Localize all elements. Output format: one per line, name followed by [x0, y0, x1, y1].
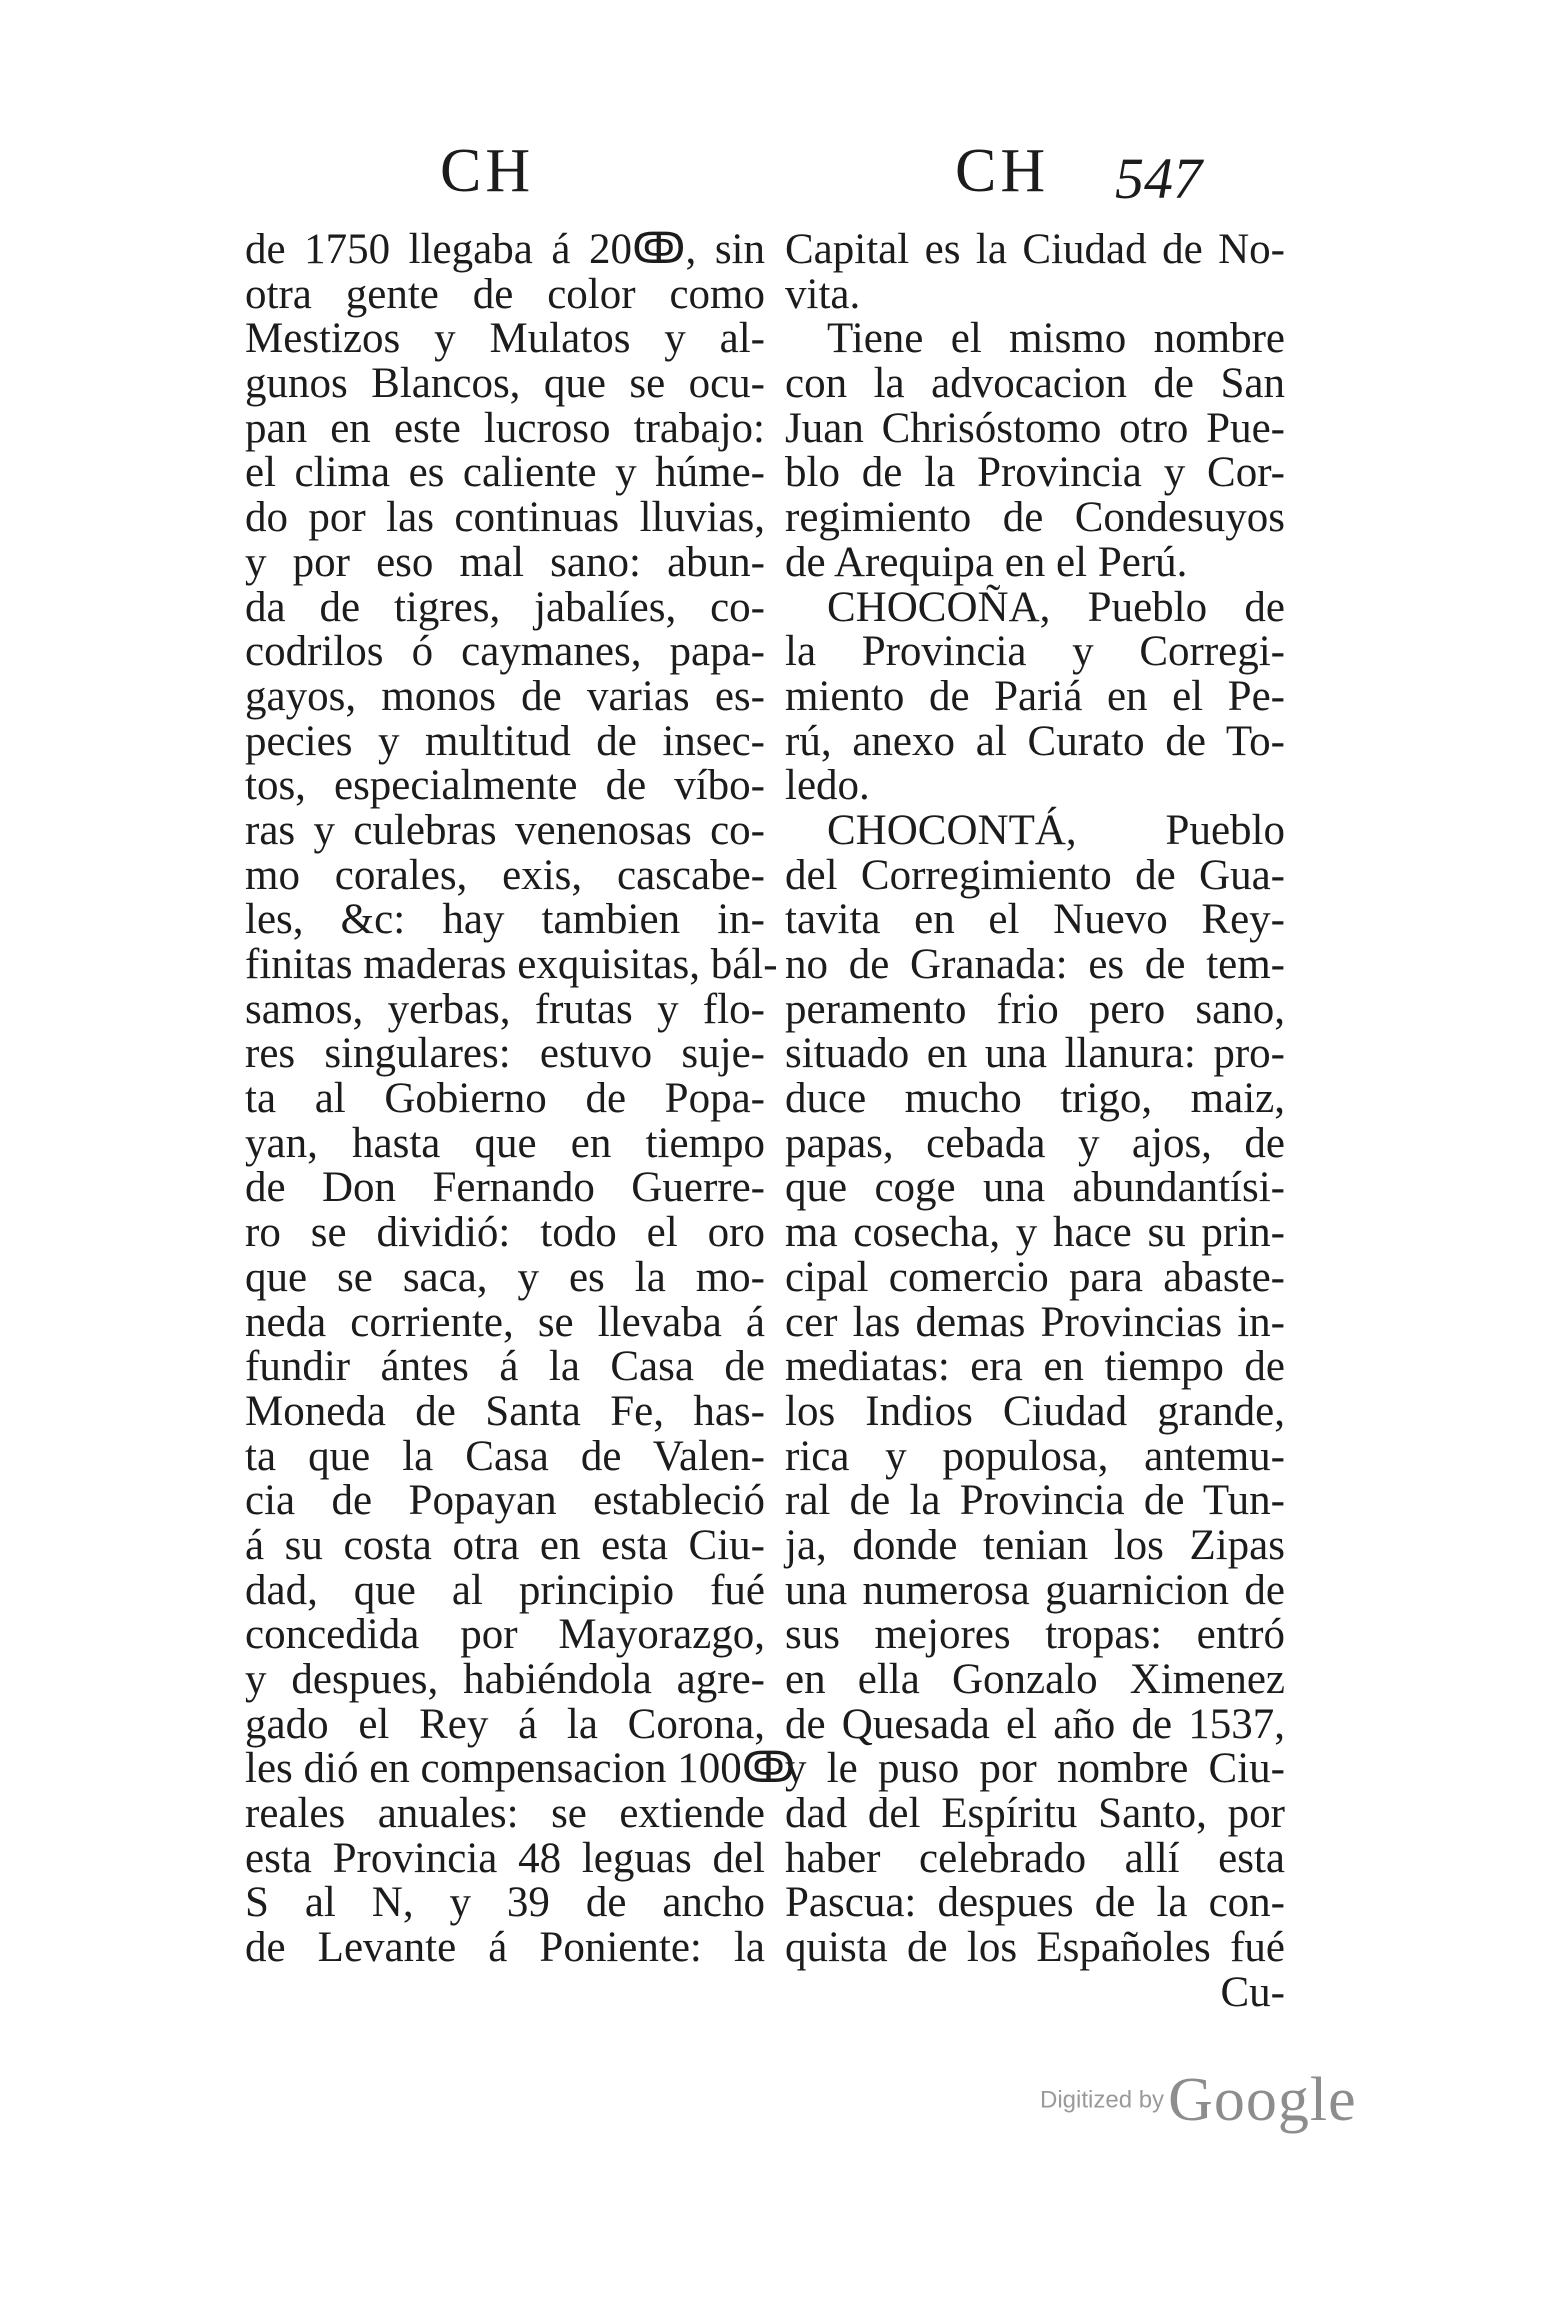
- text-line: á su costa otra en esta Ciu-: [245, 1521, 765, 1569]
- text-line: y le puso por nombre Ciu-: [785, 1745, 1285, 1793]
- text-line: rú, anexo al Curato de To-: [785, 717, 1285, 765]
- text-line: ro se dividió: todo el oro: [245, 1209, 765, 1257]
- text-line: de Don Fernando Guerre-: [245, 1164, 765, 1212]
- text-line: les, &c: hay tambien in-: [245, 896, 765, 944]
- text-line: concedida por Mayorazgo,: [245, 1611, 765, 1659]
- text-line: quista de los Españoles fué: [785, 1924, 1285, 1972]
- text-line: una numerosa guarnicion de: [785, 1566, 1285, 1614]
- text-line: reales anuales: se extiende: [245, 1790, 765, 1838]
- text-line: da de tigres, jabalíes, co-: [245, 583, 765, 631]
- text-line: sus mejores tropas: entró: [785, 1611, 1285, 1659]
- text-line: ledo.: [785, 762, 870, 810]
- text-line: no de Granada: es de tem-: [785, 941, 1285, 988]
- text-line: res singulares: estuvo suje-: [245, 1030, 765, 1078]
- text-line: que se saca, y es la mo-: [245, 1253, 765, 1301]
- text-line: papas, cebada y ajos, de: [785, 1119, 1285, 1167]
- text-line: pecies y multitud de insec-: [245, 717, 765, 765]
- text-line: mo corales, exis, cascabe-: [245, 851, 765, 899]
- text-line: peramento frio pero sano,: [785, 985, 1285, 1033]
- text-line: samos, yerbas, frutas y flo-: [245, 985, 765, 1033]
- text-line: regimiento de Condesuyos: [785, 494, 1285, 542]
- text-line: Capital es la Ciudad de No-: [785, 226, 1285, 273]
- text-line: la Provincia y Corregi-: [785, 628, 1285, 676]
- text-line: S al N, y 39 de ancho: [245, 1879, 765, 1927]
- text-line: vita.: [785, 270, 861, 318]
- text-line: Mestizos y Mulatos y al-: [245, 315, 765, 363]
- text-line: duce mucho trigo, maiz,: [785, 1075, 1285, 1123]
- text-line: Pascua: despues de la con-: [785, 1879, 1285, 1927]
- text-line: mediatas: era en tiempo de: [785, 1343, 1285, 1391]
- running-header-left: CH: [440, 137, 535, 205]
- text-line: de Levante á Poniente: la: [245, 1924, 765, 1972]
- text-line: dad del Espíritu Santo, por: [785, 1790, 1285, 1838]
- text-line: dad, que al principio fué: [245, 1566, 765, 1614]
- text-line: ral de la Provincia de Tun-: [785, 1477, 1285, 1525]
- text-line: y despues, habiéndola agre-: [245, 1656, 765, 1703]
- text-line: el clima es caliente y húme-: [245, 449, 765, 497]
- text-line: gunos Blancos, que se ocu-: [245, 360, 765, 408]
- text-line: en ella Gonzalo Ximenez: [785, 1656, 1285, 1703]
- text-line: Moneda de Santa Fe, has-: [245, 1387, 765, 1435]
- text-line: CHOCOÑA, Pueblo de: [827, 583, 1285, 631]
- google-logo: Google: [1168, 2066, 1357, 2134]
- text-line: otra gente de color como: [245, 270, 765, 318]
- text-line: gado el Rey á la Corona,: [245, 1700, 765, 1748]
- text-line: ta al Gobierno de Popa-: [245, 1075, 765, 1123]
- digitized-watermark: [1040, 2065, 1357, 2136]
- text-line: gayos, monos de varias es-: [245, 672, 765, 720]
- catchword: Cu-: [1220, 1968, 1285, 2016]
- text-line: cer las demas Provincias in-: [785, 1298, 1285, 1346]
- text-line: pan en este lucroso trabajo:: [245, 404, 765, 452]
- text-line: codrilos ó caymanes, papa-: [245, 628, 765, 676]
- text-line: de Quesada el año de 1537,: [785, 1700, 1285, 1748]
- text-line: miento de Pariá en el Pe-: [785, 672, 1285, 720]
- text-line: CHOCONTÁ, Pueblo: [827, 806, 1285, 854]
- text-line: les dió en compensacion 100ↂ: [245, 1745, 796, 1793]
- text-line: de Arequipa en el Perú.: [785, 538, 1188, 586]
- text-line: cipal comercio para abaste-: [785, 1253, 1285, 1301]
- text-line: tavita en el Nuevo Rey-: [785, 896, 1285, 944]
- text-line: con la advocacion de San: [785, 360, 1285, 408]
- text-line: finitas maderas exquisitas, bál-: [245, 941, 778, 988]
- text-line: ja, donde tenian los Zipas: [785, 1521, 1285, 1569]
- text-line: tos, especialmente de víbo-: [245, 762, 765, 810]
- text-line: do por las continuas lluvias,: [245, 494, 765, 542]
- running-header-right: CH: [955, 137, 1050, 205]
- text-line: yan, hasta que en tiempo: [245, 1119, 765, 1167]
- text-line: neda corriente, se llevaba á: [245, 1298, 765, 1346]
- watermark-prefix: Digitized by: [1040, 2086, 1165, 2114]
- text-line: blo de la Provincia y Cor-: [785, 449, 1285, 497]
- text-line: esta Provincia 48 leguas del: [245, 1834, 765, 1882]
- right-column: [785, 228, 1285, 2016]
- left-column: [245, 226, 796, 1972]
- text-line: y por eso mal sano: abun-: [245, 538, 765, 586]
- text-line: situado en una llanura: pro-: [785, 1030, 1285, 1078]
- text-line: del Corregimiento de Gua-: [785, 851, 1285, 899]
- text-line: ma cosecha, y hace su prin-: [785, 1209, 1285, 1257]
- text-line: que coge una abundantísi-: [785, 1164, 1285, 1212]
- text-line: los Indios Ciudad grande,: [785, 1387, 1285, 1435]
- text-line: fundir ántes á la Casa de: [245, 1343, 765, 1391]
- text-line: rica y populosa, antemu-: [785, 1432, 1285, 1480]
- text-line: Juan Chrisóstomo otro Pue-: [785, 404, 1285, 452]
- text-line: cia de Popayan estableció: [245, 1477, 765, 1525]
- text-line: haber celebrado allí esta: [785, 1834, 1285, 1882]
- page-number: 547: [1115, 146, 1202, 211]
- text-line: Tiene el mismo nombre: [827, 315, 1285, 363]
- text-line: de 1750 llegaba á 20ↂ, sin: [245, 226, 765, 273]
- text-line: ras y culebras venenosas co-: [245, 806, 765, 854]
- text-line: ta que la Casa de Valen-: [245, 1432, 765, 1480]
